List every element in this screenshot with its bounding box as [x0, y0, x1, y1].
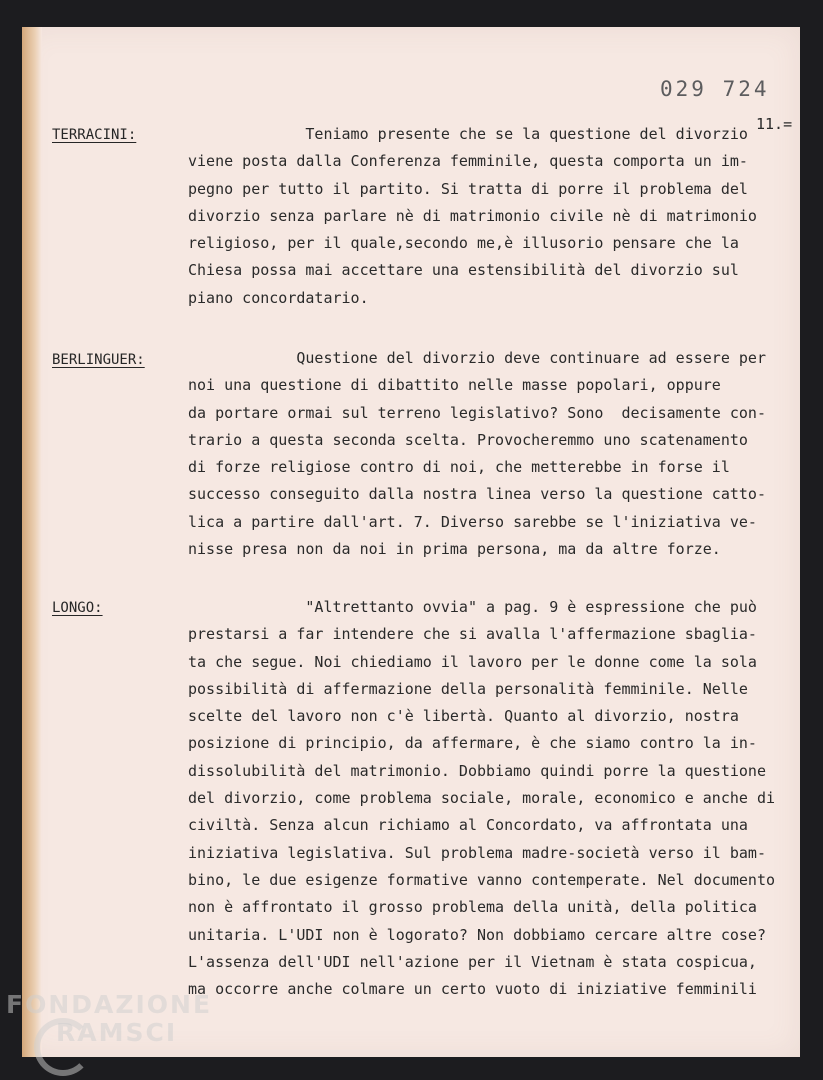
text-line: non è affrontato il grosso problema della unità, della politica	[188, 898, 757, 917]
watermark-line-1: FONDAZIONE	[6, 990, 213, 1019]
text-line: da portare ormai sul terreno legislativo? Sono decisamente con-	[188, 403, 766, 422]
page-number: 11.=	[756, 115, 793, 133]
text-line: noi una questione di dibattito nelle masse popolari, oppure	[188, 376, 721, 395]
text-line: viene posta dalla Conferenza femminile, questa comporta un im-	[188, 152, 748, 171]
text-line: unitaria. L'UDI non è logorato? Non dobbiamo cercare altre cose?	[188, 925, 766, 944]
speaker-terracini: TERRACINI:	[52, 127, 137, 143]
speaker-longo: LONGO:	[52, 600, 103, 616]
page-edge	[22, 27, 42, 1057]
speech-longo	[188, 594, 818, 1003]
text-line: di forze religiose contro di noi, che metterebbe in forse il	[188, 458, 730, 477]
speaker-berlinguer: BERLINGUER:	[52, 352, 145, 368]
text-line: scelte del lavoro non c'è libertà. Quanto al divorzio, nostra	[188, 707, 739, 726]
text-line: successo conseguito dalla nostra linea verso la questione catto-	[188, 485, 766, 504]
watermark-line-2	[6, 1020, 212, 1045]
text-line: dissolubilità del matrimonio. Dobbiamo quindi porre la questione	[188, 761, 766, 780]
text-line: Teniamo presente che se la questione del divorzio	[188, 125, 748, 143]
text-line: lica a partire dall'art. 7. Diverso sarebbe se l'iniziativa ve-	[188, 512, 757, 531]
text-line: L'assenza dell'UDI nell'azione per il Vietnam è stata cospicua,	[188, 952, 757, 971]
speech-terracini	[188, 121, 818, 312]
fondazione-gramsci-watermark	[6, 992, 212, 1045]
text-line	[188, 563, 818, 590]
text-line: ta che segue. Noi chiediamo il lavoro per le donne come la sola	[188, 652, 757, 671]
text-line: civiltà. Senza alcun richiamo al Concordato, va affrontata una	[188, 816, 748, 835]
text-line: iniziativa legislativa. Sul problema madre-società verso il bam-	[188, 843, 766, 862]
text-line: bino, le due esigenze formative vanno contemperate. Nel documento	[188, 870, 775, 889]
text-line: del divorzio, come problema sociale, morale, economico e anche di	[188, 789, 775, 808]
text-line: possibilità di affermazione della personalità femminile. Nelle	[188, 679, 748, 698]
text-line: divorzio senza parlare nè di matrimonio civile nè di matrimonio	[188, 206, 757, 225]
watermark-line-2-text: RAMSCI	[56, 1018, 178, 1047]
text-line: Questione del divorzio deve continuare ad essere per	[188, 349, 766, 367]
watermark-logo-icon	[34, 1018, 92, 1076]
archive-number: 029 724	[660, 77, 770, 101]
text-line: trario a questa seconda scelta. Provocheremmo uno scatenamento	[188, 430, 748, 449]
text-line: "Altrettanto ovvia" a pag. 9 è espressione che può	[188, 598, 757, 616]
typewritten-page	[22, 27, 800, 1057]
text-line: nisse presa non da noi in prima persona, ma da altre forze.	[188, 540, 721, 559]
text-line: ma occorre anche colmare un certo vuoto di iniziative femminili	[188, 980, 757, 999]
text-line: prestarsi a far intendere che si avalla l'affermazione sbaglia-	[188, 625, 757, 644]
text-line: religioso, per il quale,secondo me,è illusorio pensare che la	[188, 234, 739, 253]
text-line: piano concordatario.	[188, 288, 369, 307]
text-line: pegno per tutto il partito. Si tratta di porre il problema del	[188, 179, 748, 198]
text-line: posizione di principio, da affermare, è che siamo contro la in-	[188, 734, 757, 753]
speech-berlinguer	[188, 345, 818, 591]
text-line: Chiesa possa mai accettare una estensibilità del divorzio sul	[188, 261, 739, 280]
